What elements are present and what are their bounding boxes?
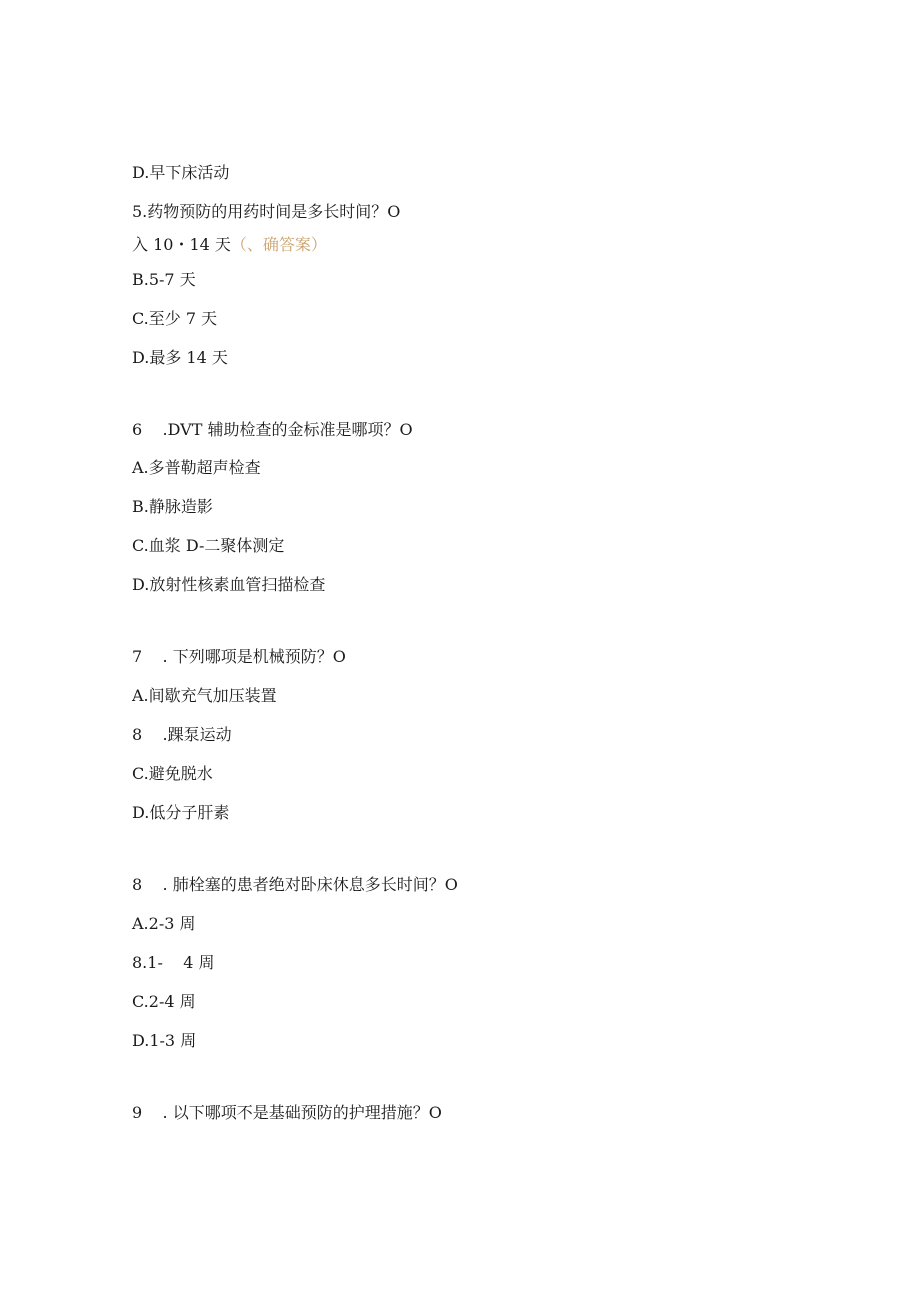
question-8-option-b: 8.1- 4 周 [132,953,215,972]
correct-answer-mark: （、确答案） [230,235,327,254]
question-9-stem: 9 . 以下哪项不是基础预防的护理措施？O [132,1103,442,1122]
question-5-option-a [132,235,327,255]
question-7-option-c: C.避免脱水 [132,764,213,783]
question-6-option-c: C.血浆 D-二聚体测定 [132,536,285,555]
option-a-text: 入 10・14 天 [132,235,231,254]
question-5-option-b: B.5-7 天 [132,270,196,289]
question-8-option-a: A.2-3 周 [132,914,196,933]
question-6-option-b: B.静脉造影 [132,497,213,516]
question-6-stem: 6 .DVT 辅助检查的金标准是哪项？O [132,420,413,439]
question-7-option-d: D.低分子肝素 [132,803,230,822]
question-8-stem: 8 . 肺栓塞的患者绝对卧床休息多长时间？O [132,875,458,894]
question-7-stem: 7 . 下列哪项是机械预防？O [132,647,346,666]
question-7-option-b: 8 .踝泵运动 [132,725,232,744]
question-6-option-a: A.多普勒超声检查 [132,458,261,477]
question-4-option-d: D.早下床活动 [132,163,230,182]
question-8-option-c: C.2-4 周 [132,992,196,1011]
question-5-stem: 5.药物预防的用药时间是多长时间？O [132,202,401,221]
question-7-option-a: A.间歇充气加压装置 [132,686,277,705]
question-5-option-c: C.至少 7 天 [132,309,218,328]
question-8-option-d: D.1-3 周 [132,1031,197,1050]
question-6-option-d: D.放射性核素血管扫描检查 [132,575,326,594]
question-5-option-d: D.最多 14 天 [132,348,228,367]
